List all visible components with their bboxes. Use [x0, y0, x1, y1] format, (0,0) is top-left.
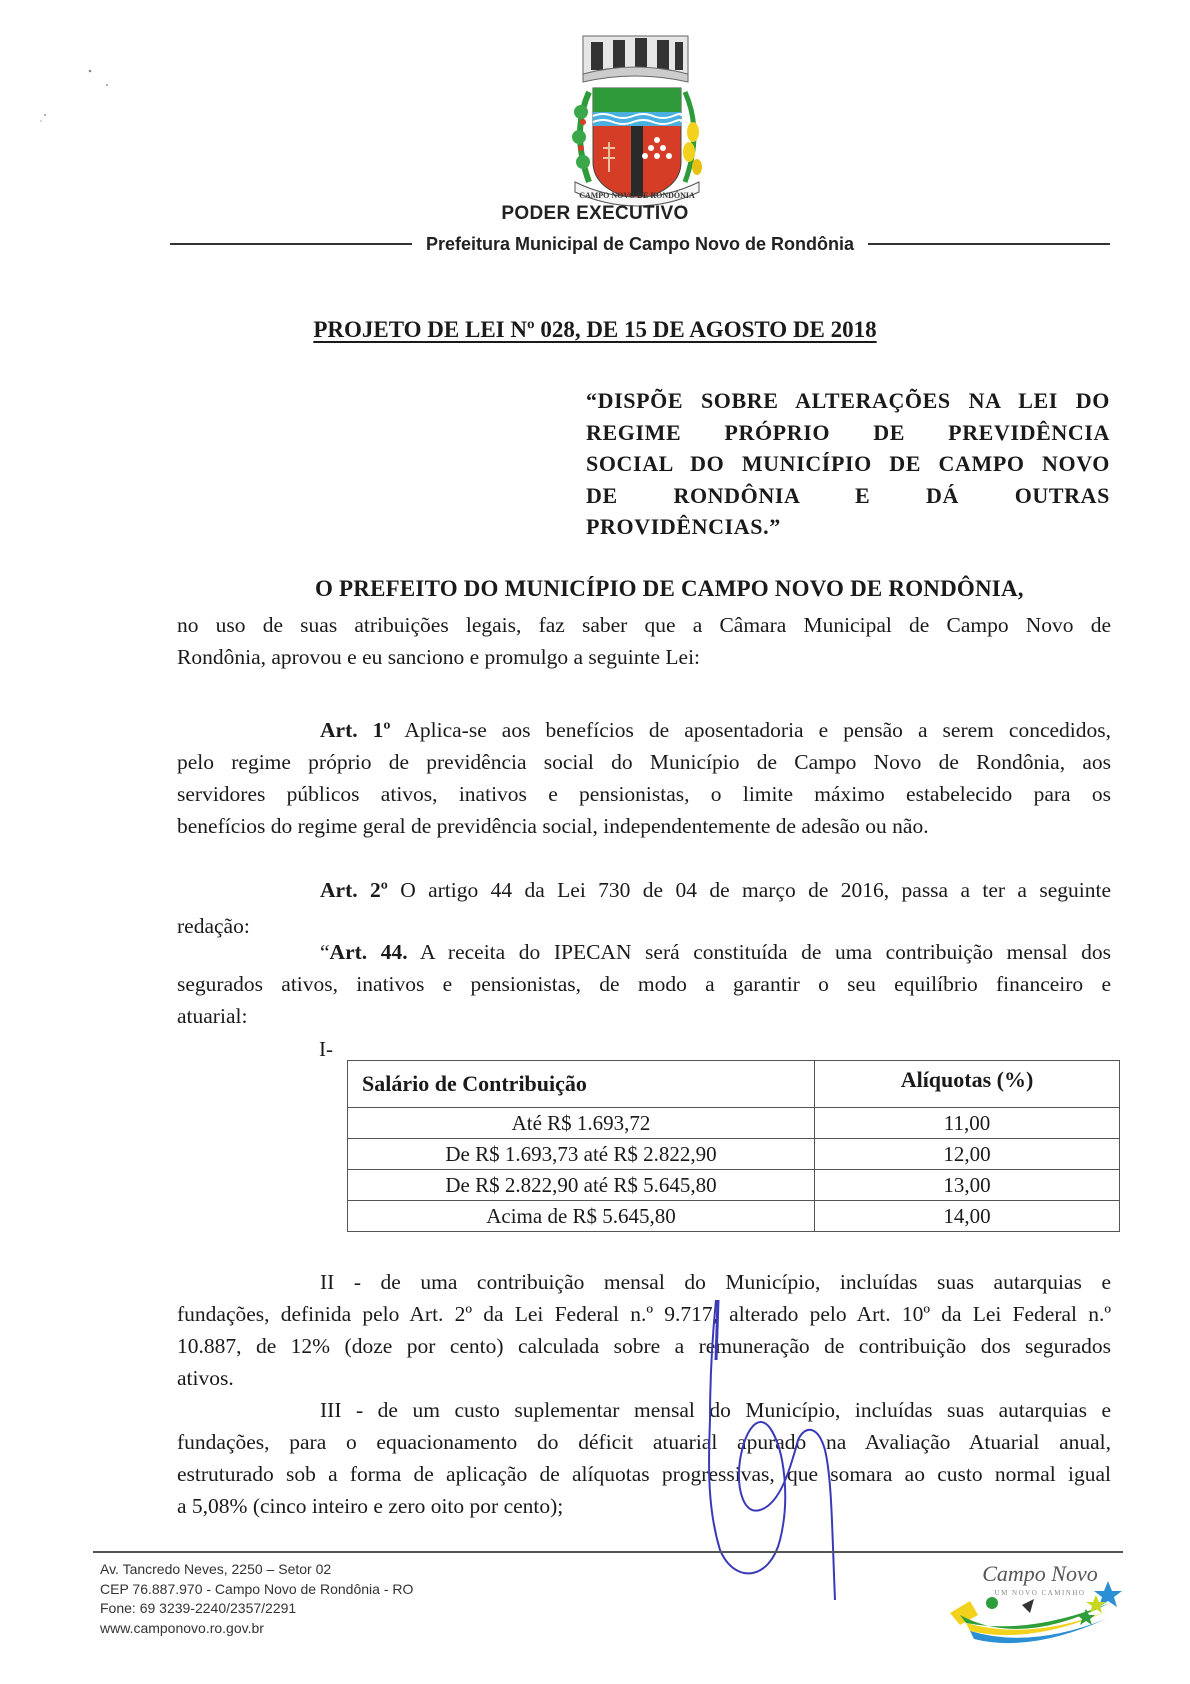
item-iii-line: III - de um custo suplementar mensal do Município, incluídas suas autarquias e: [320, 1398, 1111, 1422]
crest-label: CAMPO NOVO DE RONDÔNIA: [579, 191, 695, 200]
article-1-line: benefícios do regime geral de previdência social, independentemente de adesão ou não.: [177, 814, 929, 838]
article-2-line: redação:: [177, 914, 250, 938]
article-44: [177, 936, 1111, 1032]
item-ii: [177, 1266, 1111, 1394]
article-1: [177, 714, 1111, 842]
article-44-line: atuarial:: [177, 1004, 248, 1028]
preamble-text: [177, 609, 1111, 673]
table-header-rate: Alíquotas (%): [815, 1061, 1120, 1108]
contribution-rate-table: [347, 1060, 1120, 1232]
footer-website: www.camponovo.ro.gov.br: [100, 1619, 264, 1636]
item-ii-line: 10.887, de 12% (doze por cento) calculada sobre a remuneração de contribuição dos segurados: [177, 1334, 1111, 1358]
item-iii: [177, 1394, 1111, 1522]
footer-phone: Fone: 69 3239-2240/2357/2291: [100, 1600, 297, 1616]
article-44-line: segurados ativos, inativos e pensionistas, de modo a garantir o seu equilíbrio financeiro e: [177, 972, 1111, 996]
article-2: [177, 872, 1111, 944]
preamble-heading: O PREFEITO DO MUNICÍPIO DE CAMPO NOVO DE RONDÔNIA,: [315, 576, 1024, 601]
article-1-label: Art. 1º: [320, 718, 391, 742]
campo-novo-logo-icon: [930, 1553, 1125, 1653]
table-row: [348, 1108, 1120, 1139]
ementa-line: SOCIAL DO MUNICÍPIO DE CAMPO NOVO: [586, 451, 1110, 476]
salary-range-cell: De R$ 2.822,90 até R$ 5.645,80: [348, 1170, 815, 1201]
salary-range-cell: Acima de R$ 5.645,80: [348, 1201, 815, 1232]
footer-address: [100, 1560, 413, 1638]
article-1-line: pelo regime próprio de previdência social do Município de Campo Novo de Rondônia, aos: [177, 750, 1111, 774]
preamble-line: Rondônia, aprovou e eu sanciono e promulgo a seguinte Lei:: [177, 645, 701, 669]
ementa-line: “DISPÕE SOBRE ALTERAÇÕES NA LEI DO: [586, 388, 1110, 413]
article-1-line: servidores públicos ativos, inativos e pensionistas, o limite máximo estabelecido para os: [177, 782, 1111, 806]
salary-range-cell: Até R$ 1.693,72: [348, 1108, 815, 1139]
header-rule-right: [868, 243, 1110, 245]
header-rule-left: [170, 243, 412, 245]
bill-title: PROJETO DE LEI Nº 028, DE 15 DE AGOSTO DE 2018: [313, 317, 877, 342]
article-1-line: Art. 1º Aplica-se aos benefícios de aposentadoria e pensão a serem concedidos,: [320, 718, 1111, 742]
ementa-line: REGIME PRÓPRIO DE PREVIDÊNCIA: [586, 419, 1110, 445]
scan-artifact: [35, 65, 125, 135]
table-row: [348, 1201, 1120, 1232]
rate-cell: 14,00: [815, 1201, 1120, 1232]
item-ii-line: ativos.: [177, 1366, 234, 1390]
table-row: [348, 1170, 1120, 1201]
item-ii-line: fundações, definida pelo Art. 2º da Lei Federal n.º 9.717, alterado pelo Art. 10º da Lei Federal n.º: [177, 1302, 1111, 1326]
item-ii-line: II - de uma contribuição mensal do Município, incluídas suas autarquias e: [320, 1270, 1111, 1294]
item-iii-line: estruturado sob a forma de aplicação de alíquotas progressivas, que somara ao custo normal igual: [177, 1462, 1111, 1486]
table-header-row: [348, 1061, 1120, 1108]
article-44-line: “Art. 44. A receita do IPECAN será constituída de uma contribuição mensal dos: [320, 940, 1111, 964]
article-44-label: Art. 44.: [329, 940, 408, 964]
ementa: [586, 385, 1110, 543]
article-2-label: Art. 2º: [320, 878, 388, 902]
rate-cell: 11,00: [815, 1108, 1120, 1139]
rate-cell: 12,00: [815, 1139, 1120, 1170]
article-2-line: Art. 2º O artigo 44 da Lei 730 de 04 de março de 2016, passa a ter a seguinte: [320, 878, 1111, 902]
header-subtitle-row: [170, 232, 1110, 256]
item-iii-line: a 5,08% (cinco inteiro e zero oito por cento);: [177, 1494, 564, 1518]
footer-address-line: Av. Tancredo Neves, 2250 – Setor 02: [100, 1561, 332, 1577]
rate-cell: 13,00: [815, 1170, 1120, 1201]
item-iii-line: fundações, para o equacionamento do déficit atuarial apurado na Avaliação Atuarial anual,: [177, 1430, 1111, 1454]
item-i-label: I-: [319, 1037, 333, 1061]
logo-tagline: UM NOVO CAMINHO: [994, 1589, 1086, 1597]
table-row: [348, 1139, 1120, 1170]
header-subtitle: Prefeitura Municipal de Campo Novo de Rondônia: [425, 233, 855, 254]
table-header-salary: Salário de Contribuição: [348, 1061, 815, 1108]
footer-address-line: CEP 76.887.970 - Campo Novo de Rondônia - RO: [100, 1580, 414, 1597]
preamble-line: no uso de suas atribuições legais, faz saber que a Câmara Municipal de Campo Novo de: [177, 613, 1111, 637]
header-title: PODER EXECUTIVO: [501, 203, 689, 224]
ementa-line: PROVIDÊNCIAS.”: [586, 514, 781, 539]
ementa-line: DE RONDÔNIA E DÁ OUTRAS: [586, 482, 1110, 508]
logo-text: Campo Novo: [982, 1561, 1098, 1586]
municipal-coat-of-arms-icon: [553, 22, 718, 207]
salary-range-cell: De R$ 1.693,73 até R$ 2.822,90: [348, 1139, 815, 1170]
